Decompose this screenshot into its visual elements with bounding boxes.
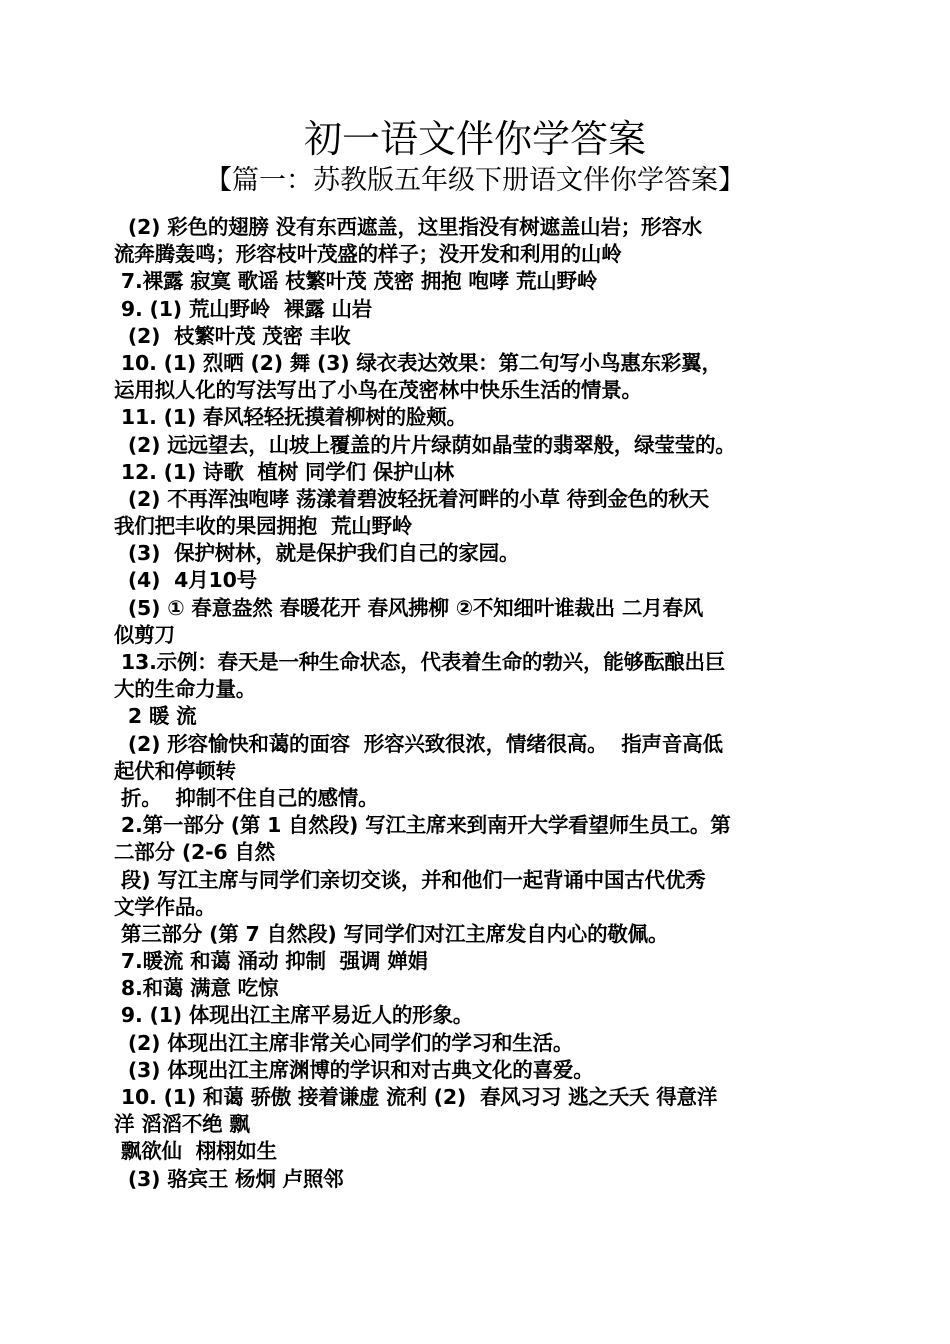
answer-line: 10. (1) 和蔼 骄傲 接着谦虚 流利 (2) 春风习习 逃之夭夭 得意洋 — [114, 1085, 718, 1109]
answer-line: (3) 保护树林，就是保护我们自己的家园。 — [114, 541, 520, 566]
answer-line: (2) 枝繁叶茂 茂密 丰收 — [114, 323, 351, 348]
answer-line: 7.裸露 寂寞 歌谣 枝繁叶茂 茂密 拥抱 咆哮 荒山野岭 — [114, 269, 598, 294]
answer-line: (2) 彩色的翅膀 没有东西遮盖，这里指没有树遮盖山岩；形容水 — [114, 215, 702, 239]
answer-line: (2) 远远望去，山坡上覆盖的片片绿荫如晶莹的翡翠般，绿莹莹的。 — [114, 432, 736, 457]
answer-line: 我们把丰收的果园拥抱 荒山野岭 — [114, 514, 413, 539]
document-subtitle: 【篇一：苏教版五年级下册语文伴你学答案】 — [205, 165, 745, 196]
answer-line: 飘欲仙 栩栩如生 — [114, 1139, 277, 1164]
answer-line: 洋 滔滔不绝 飘 — [114, 1112, 250, 1137]
answer-line: 11. (1) 春风轻轻抚摸着柳树的脸颊。 — [114, 405, 467, 430]
answer-line: (2) 形容愉快和蔼的面容 形容兴致很浓，情绪很高。 指声音高低 — [114, 731, 723, 756]
answer-line: 7.暖流 和蔼 涌动 抑制 强调 婵娟 — [114, 949, 428, 974]
answer-line: 2 暖 流 — [114, 704, 197, 729]
answer-line: 8.和蔼 满意 吃惊 — [114, 976, 279, 1001]
answer-line: 9. (1) 荒山野岭 裸露 山岩 — [114, 296, 373, 321]
answer-line: 13.示例：春天是一种生命状态，代表着生命的勃兴，能够酝酿出巨 — [114, 650, 726, 674]
answer-line: (2) 体现出江主席非常关心同学们的学习和生活。 — [114, 1030, 574, 1055]
answer-line: 似剪刀 — [114, 622, 175, 647]
answer-line: (2) 不再浑浊咆哮 荡漾着碧波轻抚着河畔的小草 待到金色的秋天 — [114, 486, 709, 511]
answer-line: 第三部分 (第 7 自然段) 写同学们对江主席发自内心的敬佩。 — [114, 921, 669, 946]
answer-line: 2.第一部分 (第 1 自然段) 写江主席来到南开大学看望师生员工。第 — [114, 813, 731, 838]
answer-line: 大的生命力量。 — [114, 677, 257, 702]
answer-line: (5) ① 春意盎然 春暖花开 春风拂柳 ②不知细叶谁裁出 二月春风 — [114, 595, 704, 620]
answer-line: 9. (1) 体现出江主席平易近人的形象。 — [114, 1003, 474, 1028]
answer-line: 流奔腾轰鸣；形容枝叶茂盛的样子；没开发和利用的山岭 — [114, 242, 622, 267]
answer-line: 12. (1) 诗歌 植树 同学们 保护山林 — [114, 459, 454, 484]
answer-line: (3) 骆宾王 杨炯 卢照邻 — [114, 1166, 344, 1191]
answer-body — [114, 214, 844, 1193]
document-title: 初一语文伴你学答案 — [303, 117, 646, 161]
answer-line: (3) 体现出江主席渊博的学识和对古典文化的喜爱。 — [114, 1057, 594, 1082]
answer-line: 文学作品。 — [114, 894, 216, 919]
answer-line: 运用拟人化的写法写出了小鸟在茂密林中快乐生活的情景。 — [114, 378, 642, 403]
answer-line: 段) 写江主席与同学们亲切交谈，并和他们一起背诵中国古代优秀 — [114, 867, 706, 892]
answer-line: 折。 抑制不住自己的感情。 — [114, 785, 379, 810]
answer-line: 10. (1) 烈晒 (2) 舞 (3) 绿衣表达效果：第二句写小鸟惠东彩翼， — [114, 350, 722, 375]
answer-line: 起伏和停顿转 — [114, 758, 236, 783]
answer-line: 二部分 (2-6 自然 — [114, 840, 275, 865]
answer-line: (4) 4月10号 — [114, 568, 257, 593]
